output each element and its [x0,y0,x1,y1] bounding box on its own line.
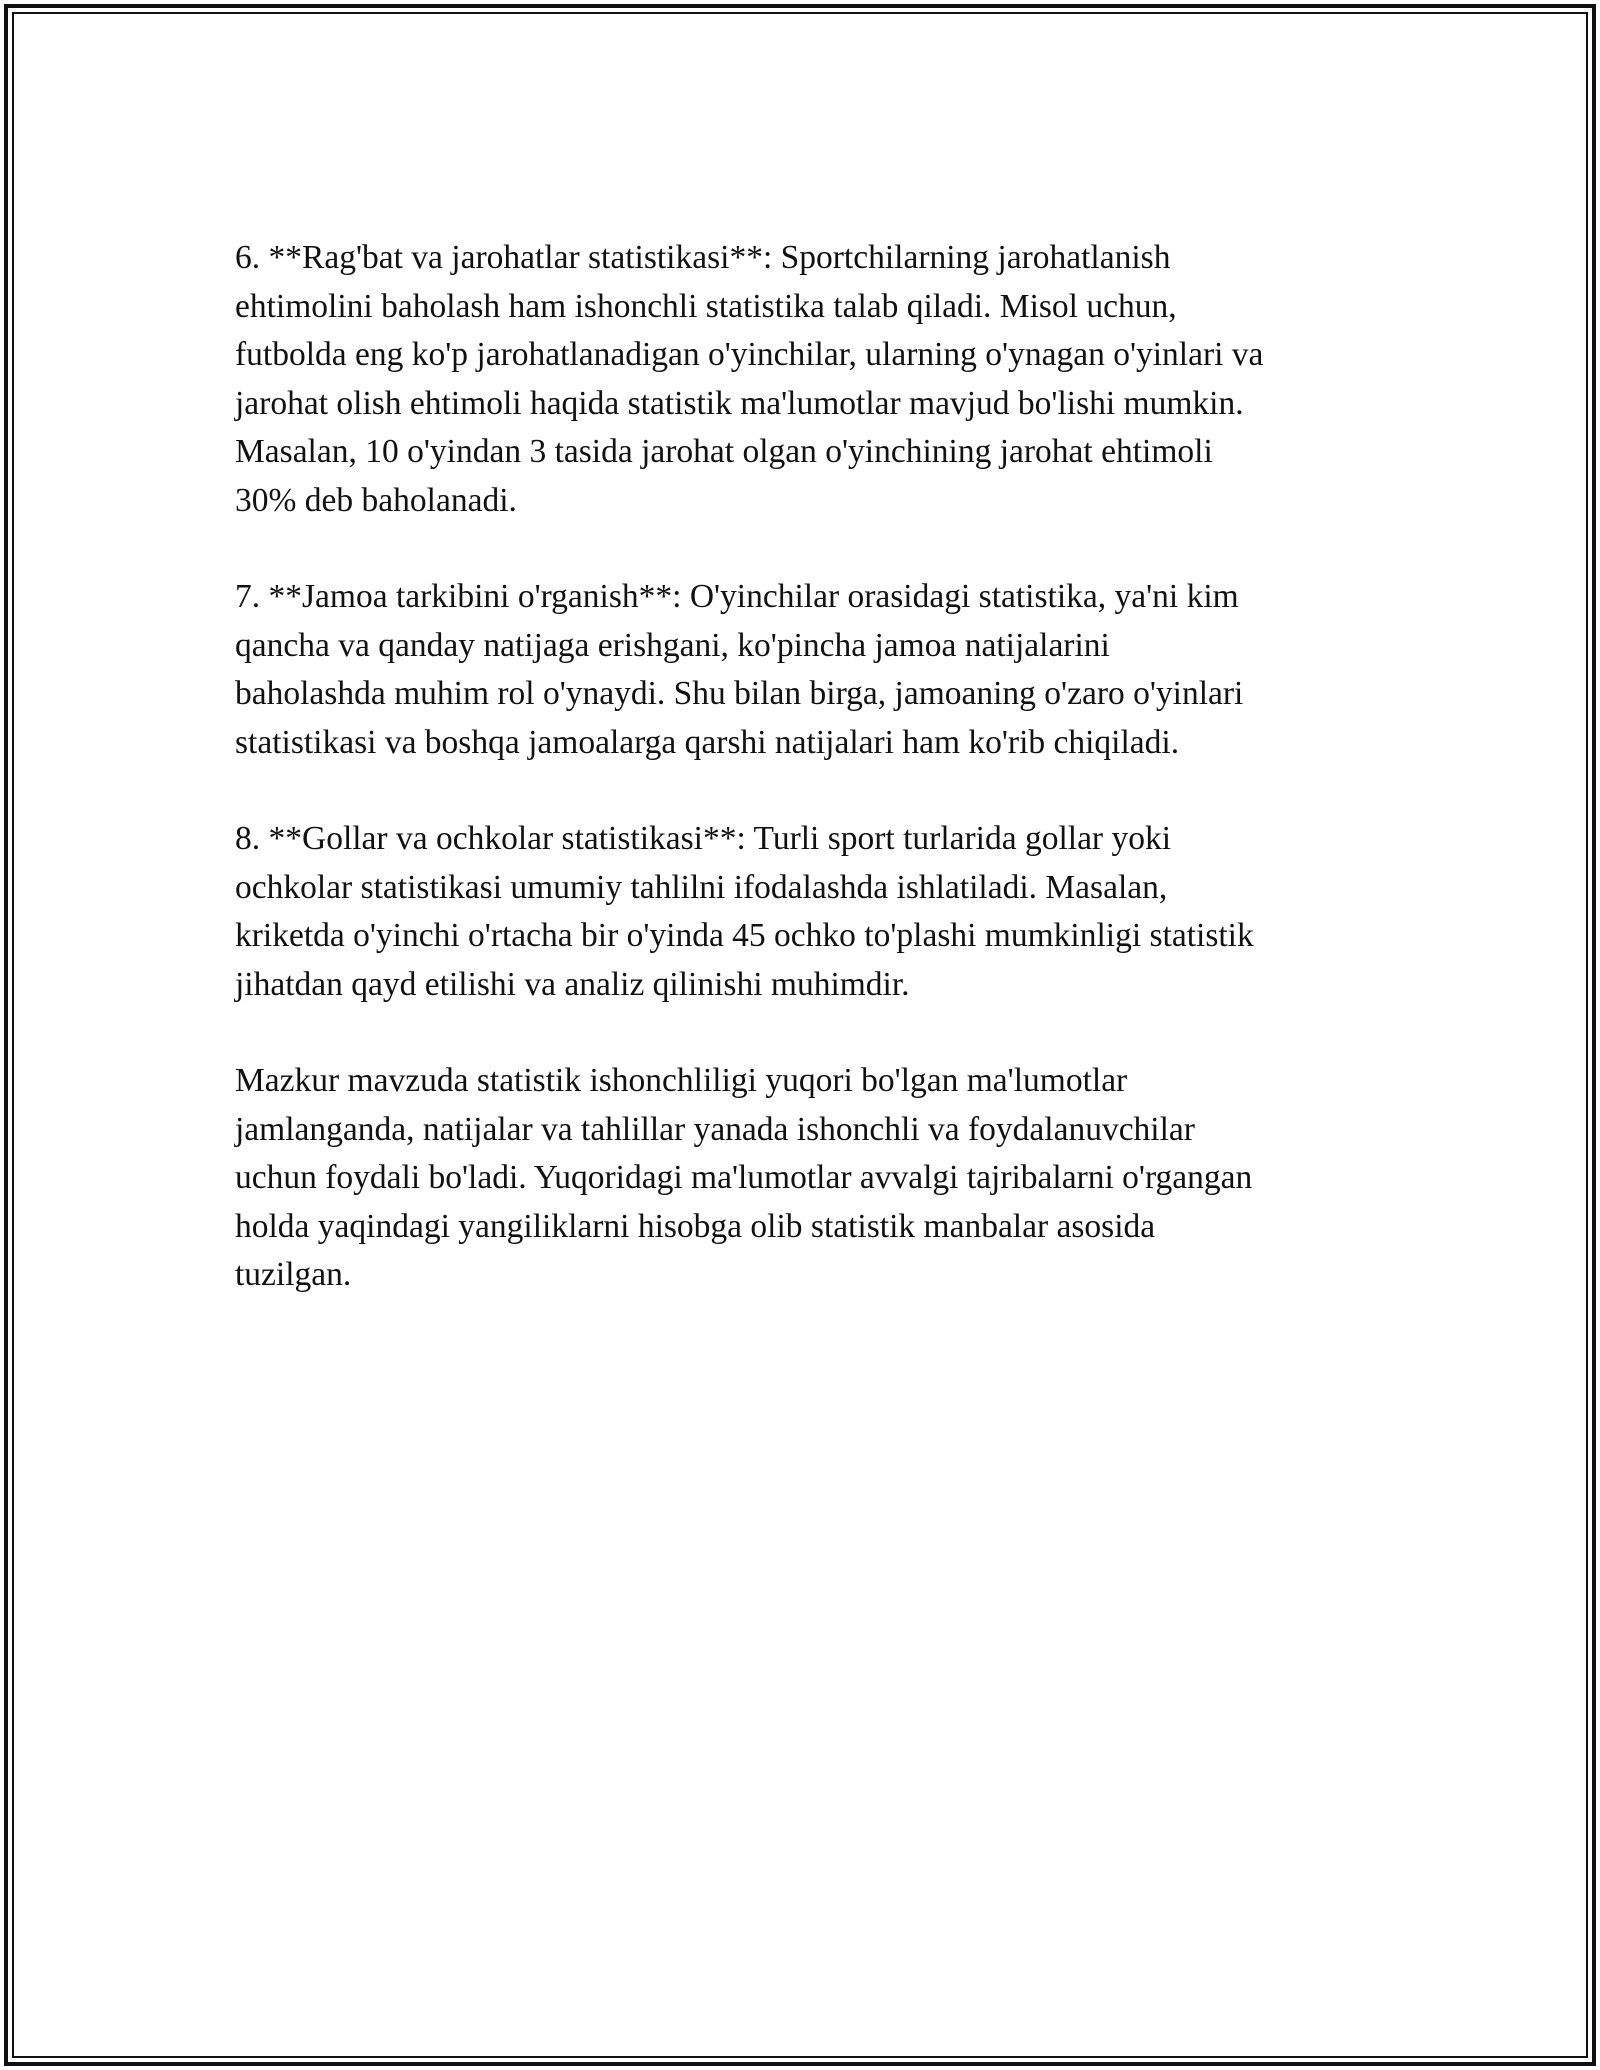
document-body [235,234,1375,1348]
paragraph-conclusion: Mazkur mavzuda statistik ishonchliligi yuqori bo'lgan ma'lumotlar jamlanganda, natijalar va tahlillar yanada ishonchli va foydalanuvchilar uchun foydali bo'ladi. Yuqoridagi ma'lumotlar avvalgi tajribalarni o'rgangan holda yaqindagi yangiliklarni hisobga olib statistik manbalar asosida tuzilgan. [235,1062,1253,1293]
paragraph-team-composition: 7. **Jamoa tarkibini o'rganish**: O'yinchilar orasidagi statistika, ya'ni kim qancha va qanday natijaga erishgani, ko'pincha jamoa natijalarini baholashda muhim rol o'ynaydi. Shu bilan birga, jamoaning o'zaro o'yinlari statistikasi va boshqa jamoalarga qarshi natijalari ham ko'rib chiqiladi. [235,578,1244,761]
paragraph-injury-statistics: 6. **Rag'bat va jarohatlar statistikasi**: Sportchilarning jarohatlanish ehtimolini baholash ham ishonchli statistika talab qiladi. Misol uchun, futbolda eng ko'p jarohatlanadigan o'yinchilar, ularning o'ynagan o'yinlari va jarohat olish ehtimoli haqida statistik ma'lumotlar mavjud bo'lishi mumkin. Masalan, 10 o'yindan 3 tasida jarohat olgan o'yinchining jarohat ehtimoli 30% deb baholanadi. [235,239,1264,519]
paragraph-goals-points: 8. **Gollar va ochkolar statistikasi**: Turli sport turlarida gollar yoki ochkolar statistikasi umumiy tahlilni ifodalashda ishlatiladi. Masalan, kriketda o'yinchi o'rtacha bir o'yinda 45 ochko to'plashi mumkinligi statistik jihatdan qayd etilishi va analiz qilinishi muhimdir. [235,820,1254,1003]
